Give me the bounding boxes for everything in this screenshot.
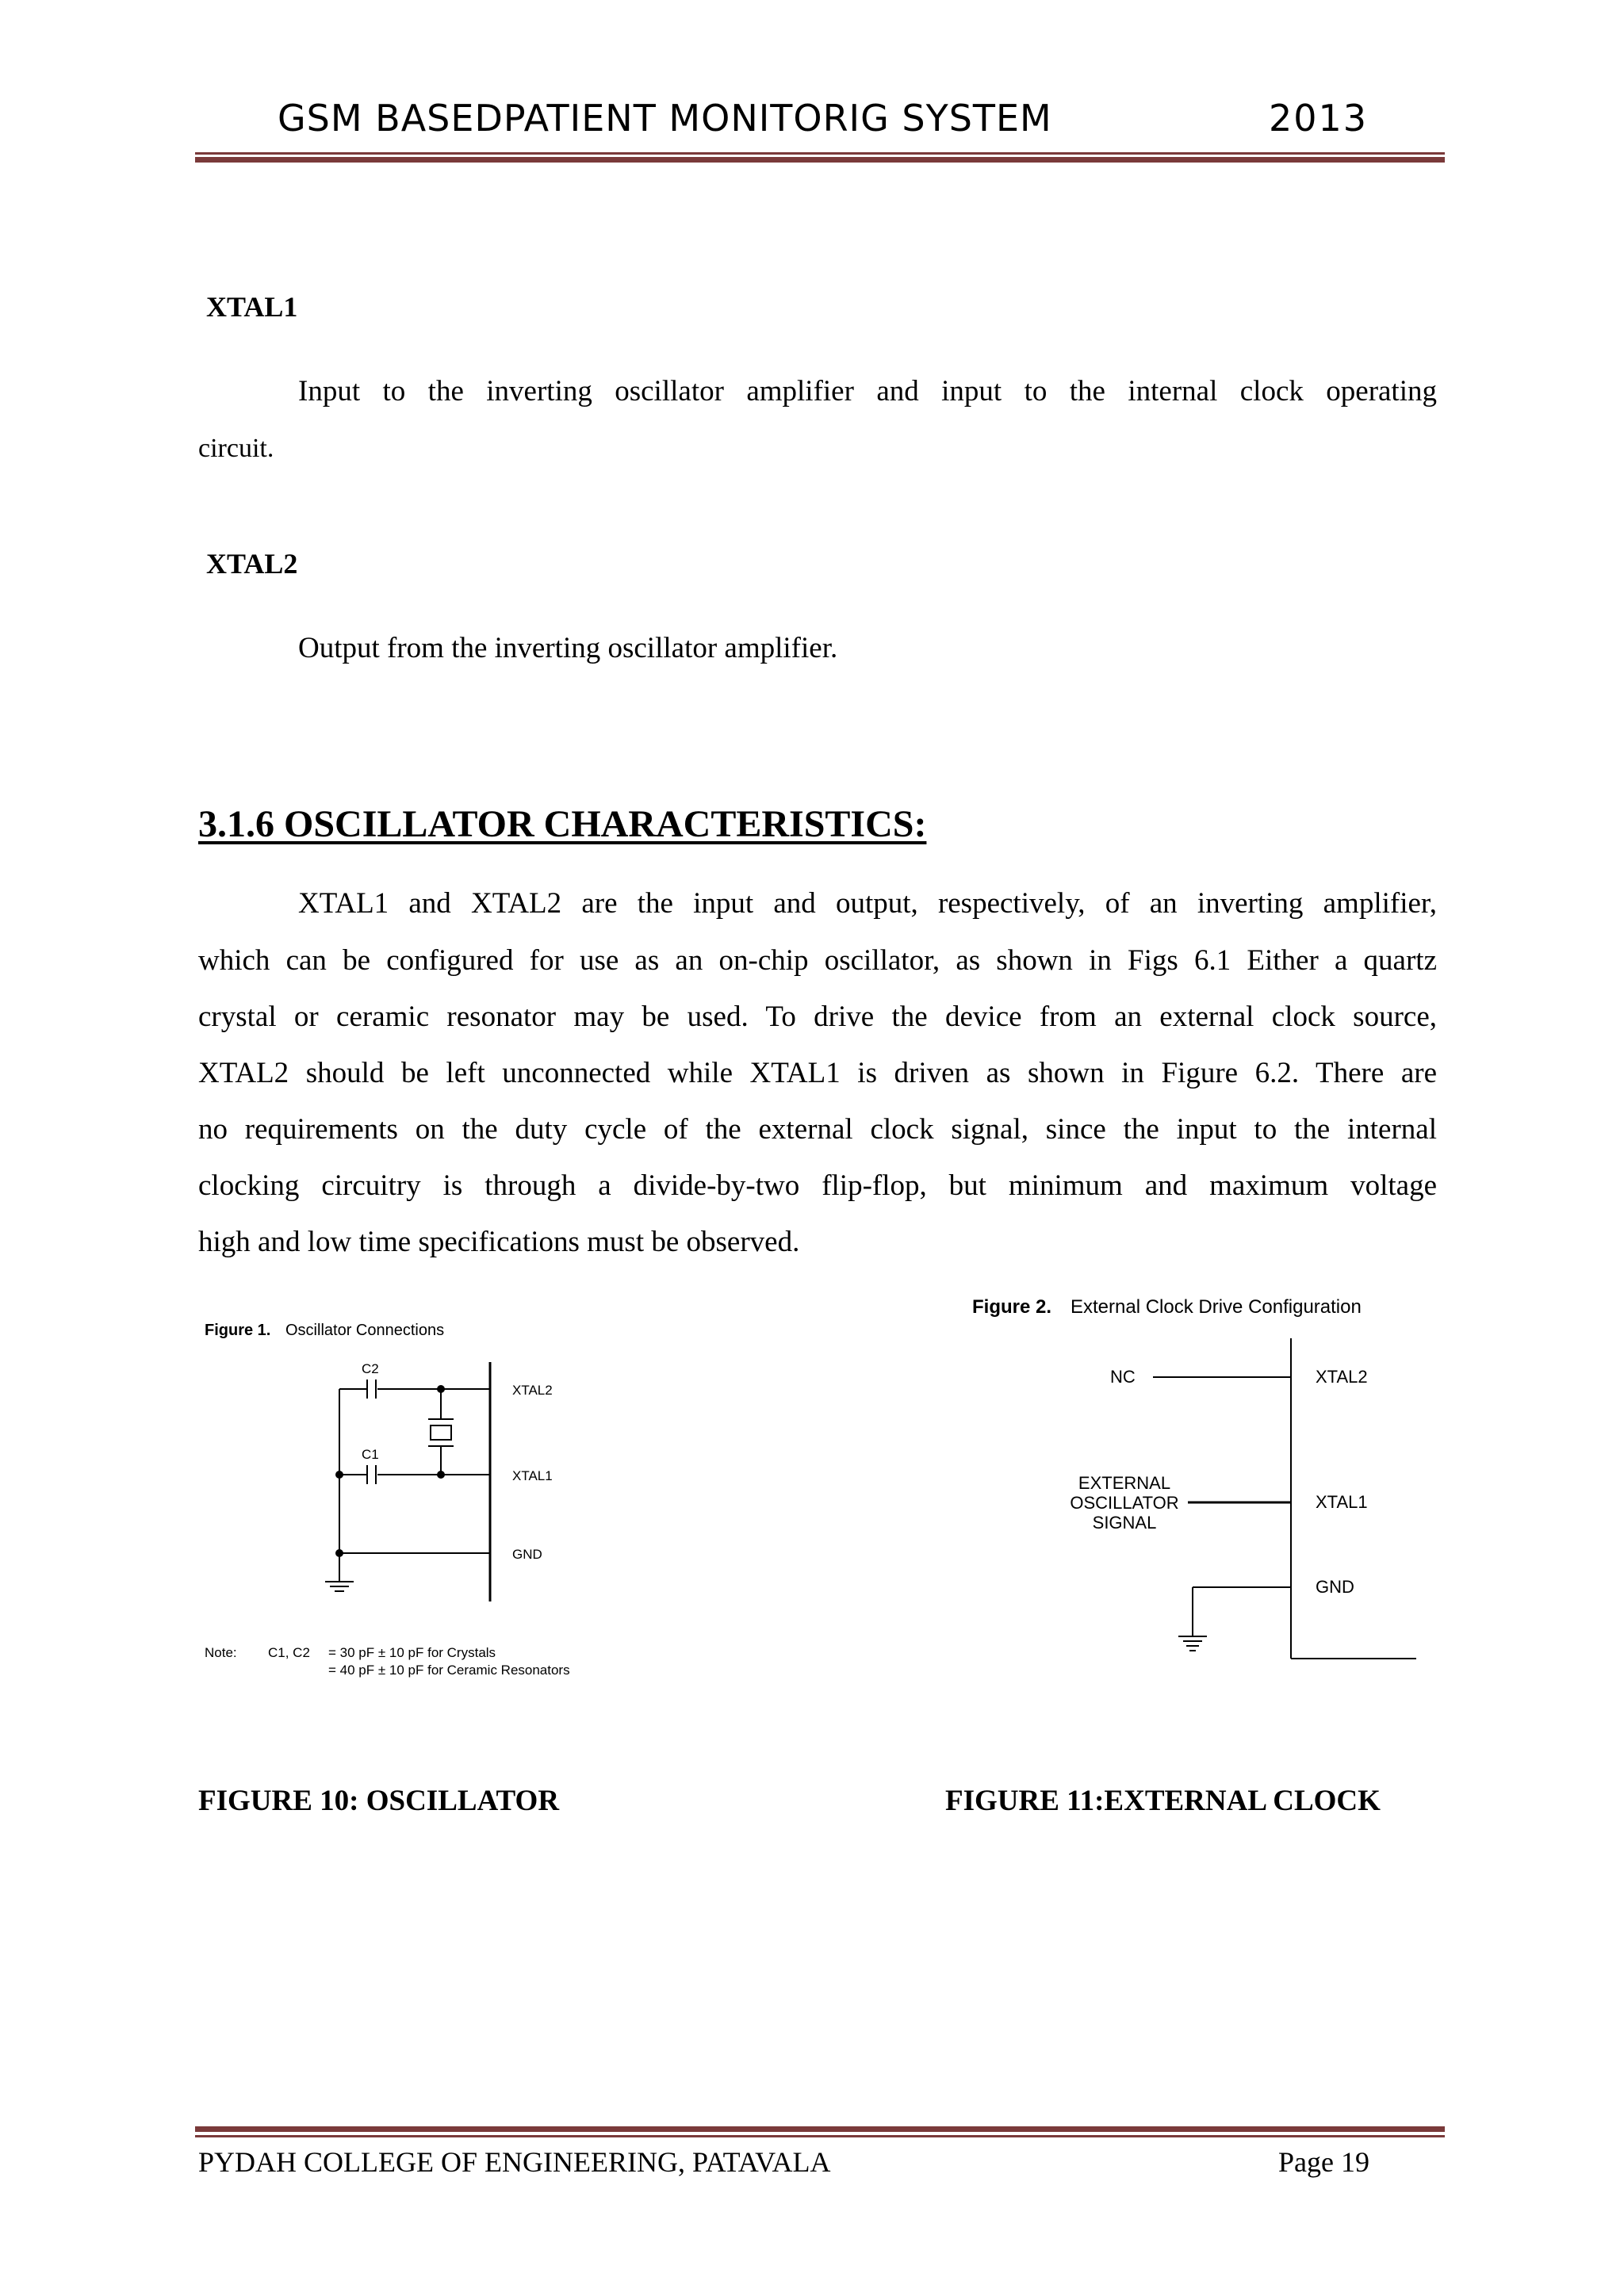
nc-label: NC	[1110, 1367, 1136, 1387]
footer-rule-thick	[195, 2126, 1445, 2132]
xtal1-heading: XTAL1	[206, 291, 298, 323]
header-rule-thick	[195, 157, 1445, 163]
ext-osc-label-line1: EXTERNAL	[1078, 1473, 1171, 1493]
fig1-gnd-label: GND	[512, 1547, 542, 1562]
footer-rule-thin	[195, 2135, 1445, 2137]
paragraph-line: XTAL1 and XTAL2 are the input and output, respectively, of an inverting amplifier,	[298, 887, 1437, 920]
fig2-gnd-label: GND	[1316, 1577, 1354, 1597]
paragraph-line: crystal or ceramic resonator may be used. To drive the device from an external clock source,	[198, 1001, 1437, 1033]
junction-dot	[437, 1471, 445, 1479]
xtal1-text-line1: Input to the inverting oscillator amplifier and input to the internal clock operating	[298, 375, 1437, 408]
figure1-oscillator-diagram	[198, 1308, 674, 1697]
fig1-xtal2-label: XTAL2	[512, 1383, 553, 1398]
figure2-external-clock-diagram	[964, 1284, 1440, 1665]
paragraph-line: high and low time specifications must be observed.	[198, 1226, 800, 1258]
figure1-title: Oscillator Connections	[285, 1322, 445, 1339]
figure1-label: Figure 1.	[205, 1322, 271, 1339]
fig2-xtal2-label: XTAL2	[1316, 1367, 1368, 1387]
figure10-caption: FIGURE 10: OSCILLATOR	[198, 1785, 560, 1817]
crystal-icon	[431, 1425, 451, 1440]
paragraph-line: XTAL2 should be left unconnected while XTAL1 is driven as shown in Figure 6.2. There are	[198, 1057, 1437, 1089]
ext-osc-label-line3: SIGNAL	[1092, 1513, 1157, 1533]
note-c-label: C1, C2	[268, 1645, 310, 1660]
fig2-xtal1-label: XTAL1	[1316, 1492, 1368, 1512]
footer-page-number: Page 19	[1278, 2146, 1369, 2178]
c2-label: C2	[362, 1361, 379, 1376]
xtal2-heading: XTAL2	[206, 548, 298, 580]
c1-label: C1	[362, 1447, 379, 1462]
note-line2: = 40 pF ± 10 pF for Ceramic Resonators	[328, 1663, 570, 1678]
junction-dot	[335, 1471, 343, 1479]
section-heading: 3.1.6 OSCILLATOR CHARACTERISTICS:	[198, 803, 927, 845]
paragraph-line: which can be configured for use as an on-chip oscillator, as shown in Figs 6.1 Either a quartz	[198, 944, 1437, 977]
note-label: Note:	[205, 1645, 237, 1660]
figure2-title: External Clock Drive Configuration	[1071, 1296, 1362, 1318]
figure11-caption: FIGURE 11:EXTERNAL CLOCK	[945, 1785, 1381, 1817]
header-rule-thin	[195, 152, 1445, 155]
paragraph-line: no requirements on the duty cycle of the external clock signal, since the input to the internal	[198, 1113, 1437, 1146]
paragraph-line: clocking circuitry is through a divide-by-two flip-flop, but minimum and maximum voltage	[198, 1169, 1437, 1202]
xtal1-text-line2: circuit.	[198, 434, 274, 463]
junction-dot	[437, 1385, 445, 1393]
header-year: 2013	[1269, 97, 1369, 140]
fig1-xtal1-label: XTAL1	[512, 1468, 553, 1483]
figure2-label: Figure 2.	[972, 1296, 1052, 1318]
note-line1: = 30 pF ± 10 pF for Crystals	[328, 1645, 496, 1660]
header-title: GSM BASEDPATIENT MONITORIG SYSTEM	[278, 97, 1052, 140]
footer-college: PYDAH COLLEGE OF ENGINEERING, PATAVALA	[198, 2146, 831, 2178]
ext-osc-label-line2: OSCILLATOR	[1070, 1493, 1179, 1513]
xtal2-text: Output from the inverting oscillator amplifier.	[298, 632, 838, 664]
